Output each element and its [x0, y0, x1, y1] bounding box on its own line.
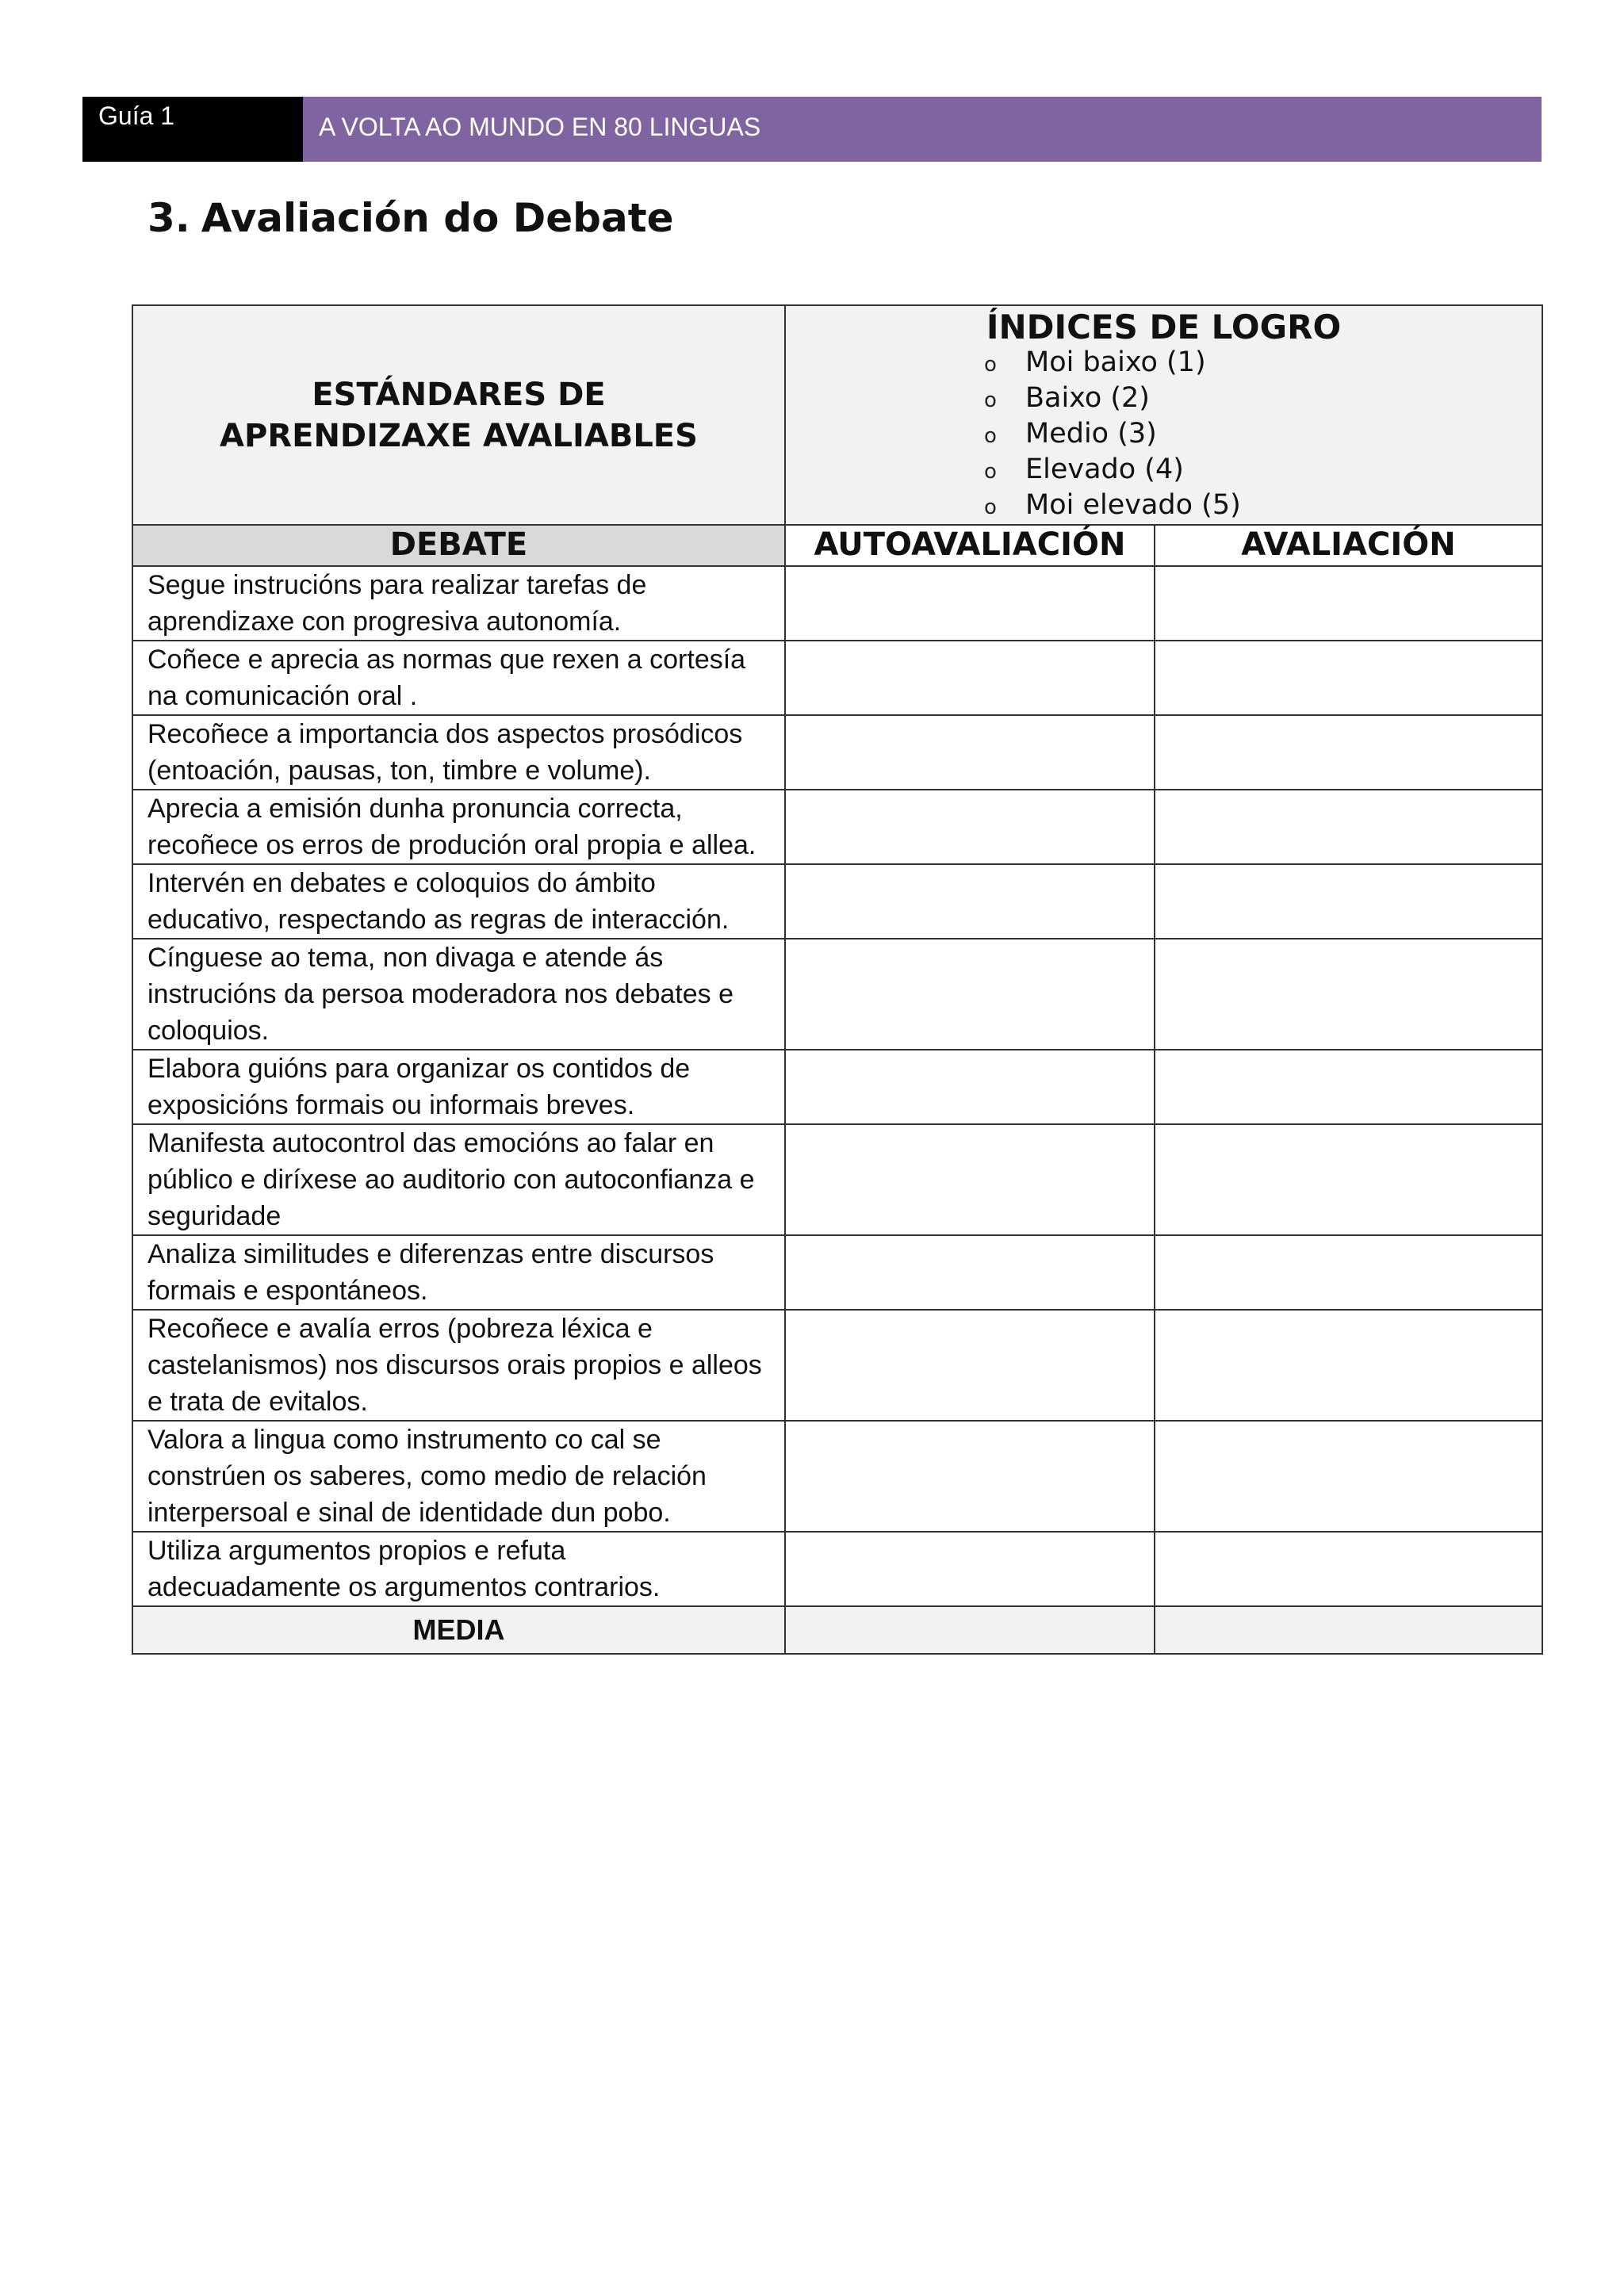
- standard-line: educativo, respectando as regras de interacción.: [147, 905, 730, 935]
- evaluation-cell[interactable]: [1155, 1310, 1542, 1421]
- media-label: MEDIA: [132, 1606, 785, 1654]
- evaluation-cell[interactable]: [1155, 641, 1542, 715]
- standard-line: Coñece e aprecia as normas que rexen a cortesía: [147, 645, 746, 675]
- page-title: [147, 195, 674, 241]
- column-header-evaluation: AVALIACIÓN: [1155, 525, 1542, 566]
- standard-line: constrúen os saberes, como medio de relación: [147, 1461, 707, 1491]
- self-evaluation-cell[interactable]: [785, 790, 1155, 864]
- table-row: [132, 1421, 1542, 1532]
- standard-line: Intervén en debates e coloquios do ámbito: [147, 868, 656, 898]
- table-row: [132, 864, 1542, 939]
- circle-bullet-icon: o: [984, 353, 997, 377]
- self-evaluation-cell[interactable]: [785, 1532, 1155, 1606]
- evaluation-cell[interactable]: [1155, 1124, 1542, 1235]
- evaluation-cell[interactable]: [1155, 1235, 1542, 1310]
- column-header-self-evaluation: AUTOAVALIACIÓN: [785, 525, 1155, 566]
- circle-bullet-icon: o: [984, 496, 997, 519]
- table-row: [132, 715, 1542, 790]
- standard-line: Segue instrucións para realizar tarefas de: [147, 570, 647, 600]
- section-label: A VOLTA AO MUNDO EN 80 LINGUAS: [303, 97, 1542, 162]
- table-row: [132, 1124, 1542, 1235]
- indices-item: [984, 488, 1542, 524]
- title-text: Avaliación do Debate: [201, 195, 674, 241]
- circle-bullet-icon: o: [984, 424, 997, 448]
- table-header-row: [132, 305, 1542, 525]
- indices-item-label: Medio (3): [1025, 418, 1157, 450]
- standard-description: [132, 1124, 785, 1235]
- evaluation-cell[interactable]: [1155, 864, 1542, 939]
- indices-list: [984, 346, 1542, 524]
- evaluation-cell[interactable]: [1155, 1532, 1542, 1606]
- standard-line: Valora a lingua como instrumento co cal se: [147, 1425, 661, 1455]
- standard-description: [132, 566, 785, 641]
- standard-line: adecuadamente os argumentos contrarios.: [147, 1572, 661, 1602]
- media-row: [132, 1606, 1542, 1654]
- title-number: 3.: [147, 195, 190, 241]
- standards-header-line: APRENDIZAXE AVALIABLES: [220, 417, 698, 454]
- circle-bullet-icon: o: [984, 460, 997, 484]
- standard-line: recoñece os erros de produción oral propia e allea.: [147, 830, 756, 860]
- circle-bullet-icon: o: [984, 388, 997, 412]
- standard-line: instrucións da persoa moderadora nos debates e: [147, 979, 734, 1009]
- self-evaluation-cell[interactable]: [785, 566, 1155, 641]
- table-row: [132, 641, 1542, 715]
- table-row: [132, 939, 1542, 1050]
- indices-item-label: Moi baixo (1): [1025, 346, 1206, 378]
- standard-line: exposicións formais ou informais breves.: [147, 1090, 635, 1120]
- table-row: [132, 1532, 1542, 1606]
- standard-description: [132, 1050, 785, 1124]
- column-header-debate: DEBATE: [132, 525, 785, 566]
- standard-line: seguridade: [147, 1201, 282, 1231]
- standard-description: [132, 864, 785, 939]
- media-evaluation-cell[interactable]: [1155, 1606, 1542, 1654]
- standard-description: [132, 1421, 785, 1532]
- standards-rows: [132, 566, 1542, 1606]
- self-evaluation-cell[interactable]: [785, 1310, 1155, 1421]
- self-evaluation-cell[interactable]: [785, 1235, 1155, 1310]
- standard-line: Utiliza argumentos propios e refuta: [147, 1536, 566, 1566]
- evaluation-cell[interactable]: [1155, 939, 1542, 1050]
- evaluation-cell[interactable]: [1155, 790, 1542, 864]
- table-row: [132, 566, 1542, 641]
- standard-description: [132, 1532, 785, 1606]
- indices-item-label: Baixo (2): [1025, 382, 1150, 414]
- standard-description: [132, 715, 785, 790]
- evaluation-table: [132, 304, 1543, 1655]
- standard-line: (entoación, pausas, ton, timbre e volume).: [147, 756, 651, 786]
- indices-item: [984, 346, 1542, 381]
- standard-description: [132, 1235, 785, 1310]
- self-evaluation-cell[interactable]: [785, 641, 1155, 715]
- self-evaluation-cell[interactable]: [785, 939, 1155, 1050]
- table-row: [132, 790, 1542, 864]
- indices-item: [984, 417, 1542, 453]
- standard-line: interpersoal e sinal de identidade dun pobo.: [147, 1498, 671, 1528]
- standard-line: Aprecia a emisión dunha pronuncia correcta,: [147, 794, 683, 824]
- standard-line: formais e espontáneos.: [147, 1276, 428, 1306]
- self-evaluation-cell[interactable]: [785, 1124, 1155, 1235]
- standard-line: Elabora guións para organizar os contidos de: [147, 1054, 691, 1084]
- table-row: [132, 1050, 1542, 1124]
- indices-header: [785, 305, 1542, 525]
- standard-description: [132, 641, 785, 715]
- table-row: [132, 1310, 1542, 1421]
- standard-line: Manifesta autocontrol das emocións ao falar en: [147, 1128, 714, 1158]
- column-header-row: [132, 525, 1542, 566]
- indices-item: [984, 453, 1542, 488]
- standard-line: e trata de evitalos.: [147, 1387, 368, 1417]
- standards-header-line: ESTÁNDARES DE: [312, 376, 606, 413]
- standard-line: castelanismos) nos discursos orais propios e alleos: [147, 1350, 762, 1380]
- standard-line: público e diríxese ao auditorio con autoconfianza e: [147, 1165, 755, 1195]
- standard-line: aprendizaxe con progresiva autonomía.: [147, 607, 622, 637]
- self-evaluation-cell[interactable]: [785, 715, 1155, 790]
- evaluation-cell[interactable]: [1155, 1421, 1542, 1532]
- standard-line: na comunicación oral .: [147, 681, 418, 711]
- standard-description: [132, 790, 785, 864]
- self-evaluation-cell[interactable]: [785, 1050, 1155, 1124]
- indices-title: ÍNDICES DE LOGRO: [986, 308, 1342, 346]
- table-row: [132, 1235, 1542, 1310]
- self-evaluation-cell[interactable]: [785, 1421, 1155, 1532]
- self-evaluation-cell[interactable]: [785, 864, 1155, 939]
- page-header: [82, 97, 1542, 162]
- evaluation-cell[interactable]: [1155, 566, 1542, 641]
- guide-label: Guía 1: [82, 97, 303, 162]
- standard-line: Recoñece a importancia dos aspectos prosódicos: [147, 719, 743, 749]
- standards-header: [132, 305, 785, 525]
- standard-line: Recoñece e avalía erros (pobreza léxica e: [147, 1314, 653, 1344]
- standard-description: [132, 1310, 785, 1421]
- standard-line: Cínguese ao tema, non divaga e atende ás: [147, 943, 664, 973]
- standard-description: [132, 939, 785, 1050]
- indices-item-label: Elevado (4): [1025, 453, 1184, 485]
- standard-line: Analiza similitudes e diferenzas entre discursos: [147, 1239, 714, 1269]
- media-self-evaluation-cell[interactable]: [785, 1606, 1155, 1654]
- evaluation-cell[interactable]: [1155, 715, 1542, 790]
- indices-item-label: Moi elevado (5): [1025, 489, 1241, 521]
- standard-line: coloquios.: [147, 1016, 270, 1046]
- evaluation-cell[interactable]: [1155, 1050, 1542, 1124]
- indices-item: [984, 381, 1542, 417]
